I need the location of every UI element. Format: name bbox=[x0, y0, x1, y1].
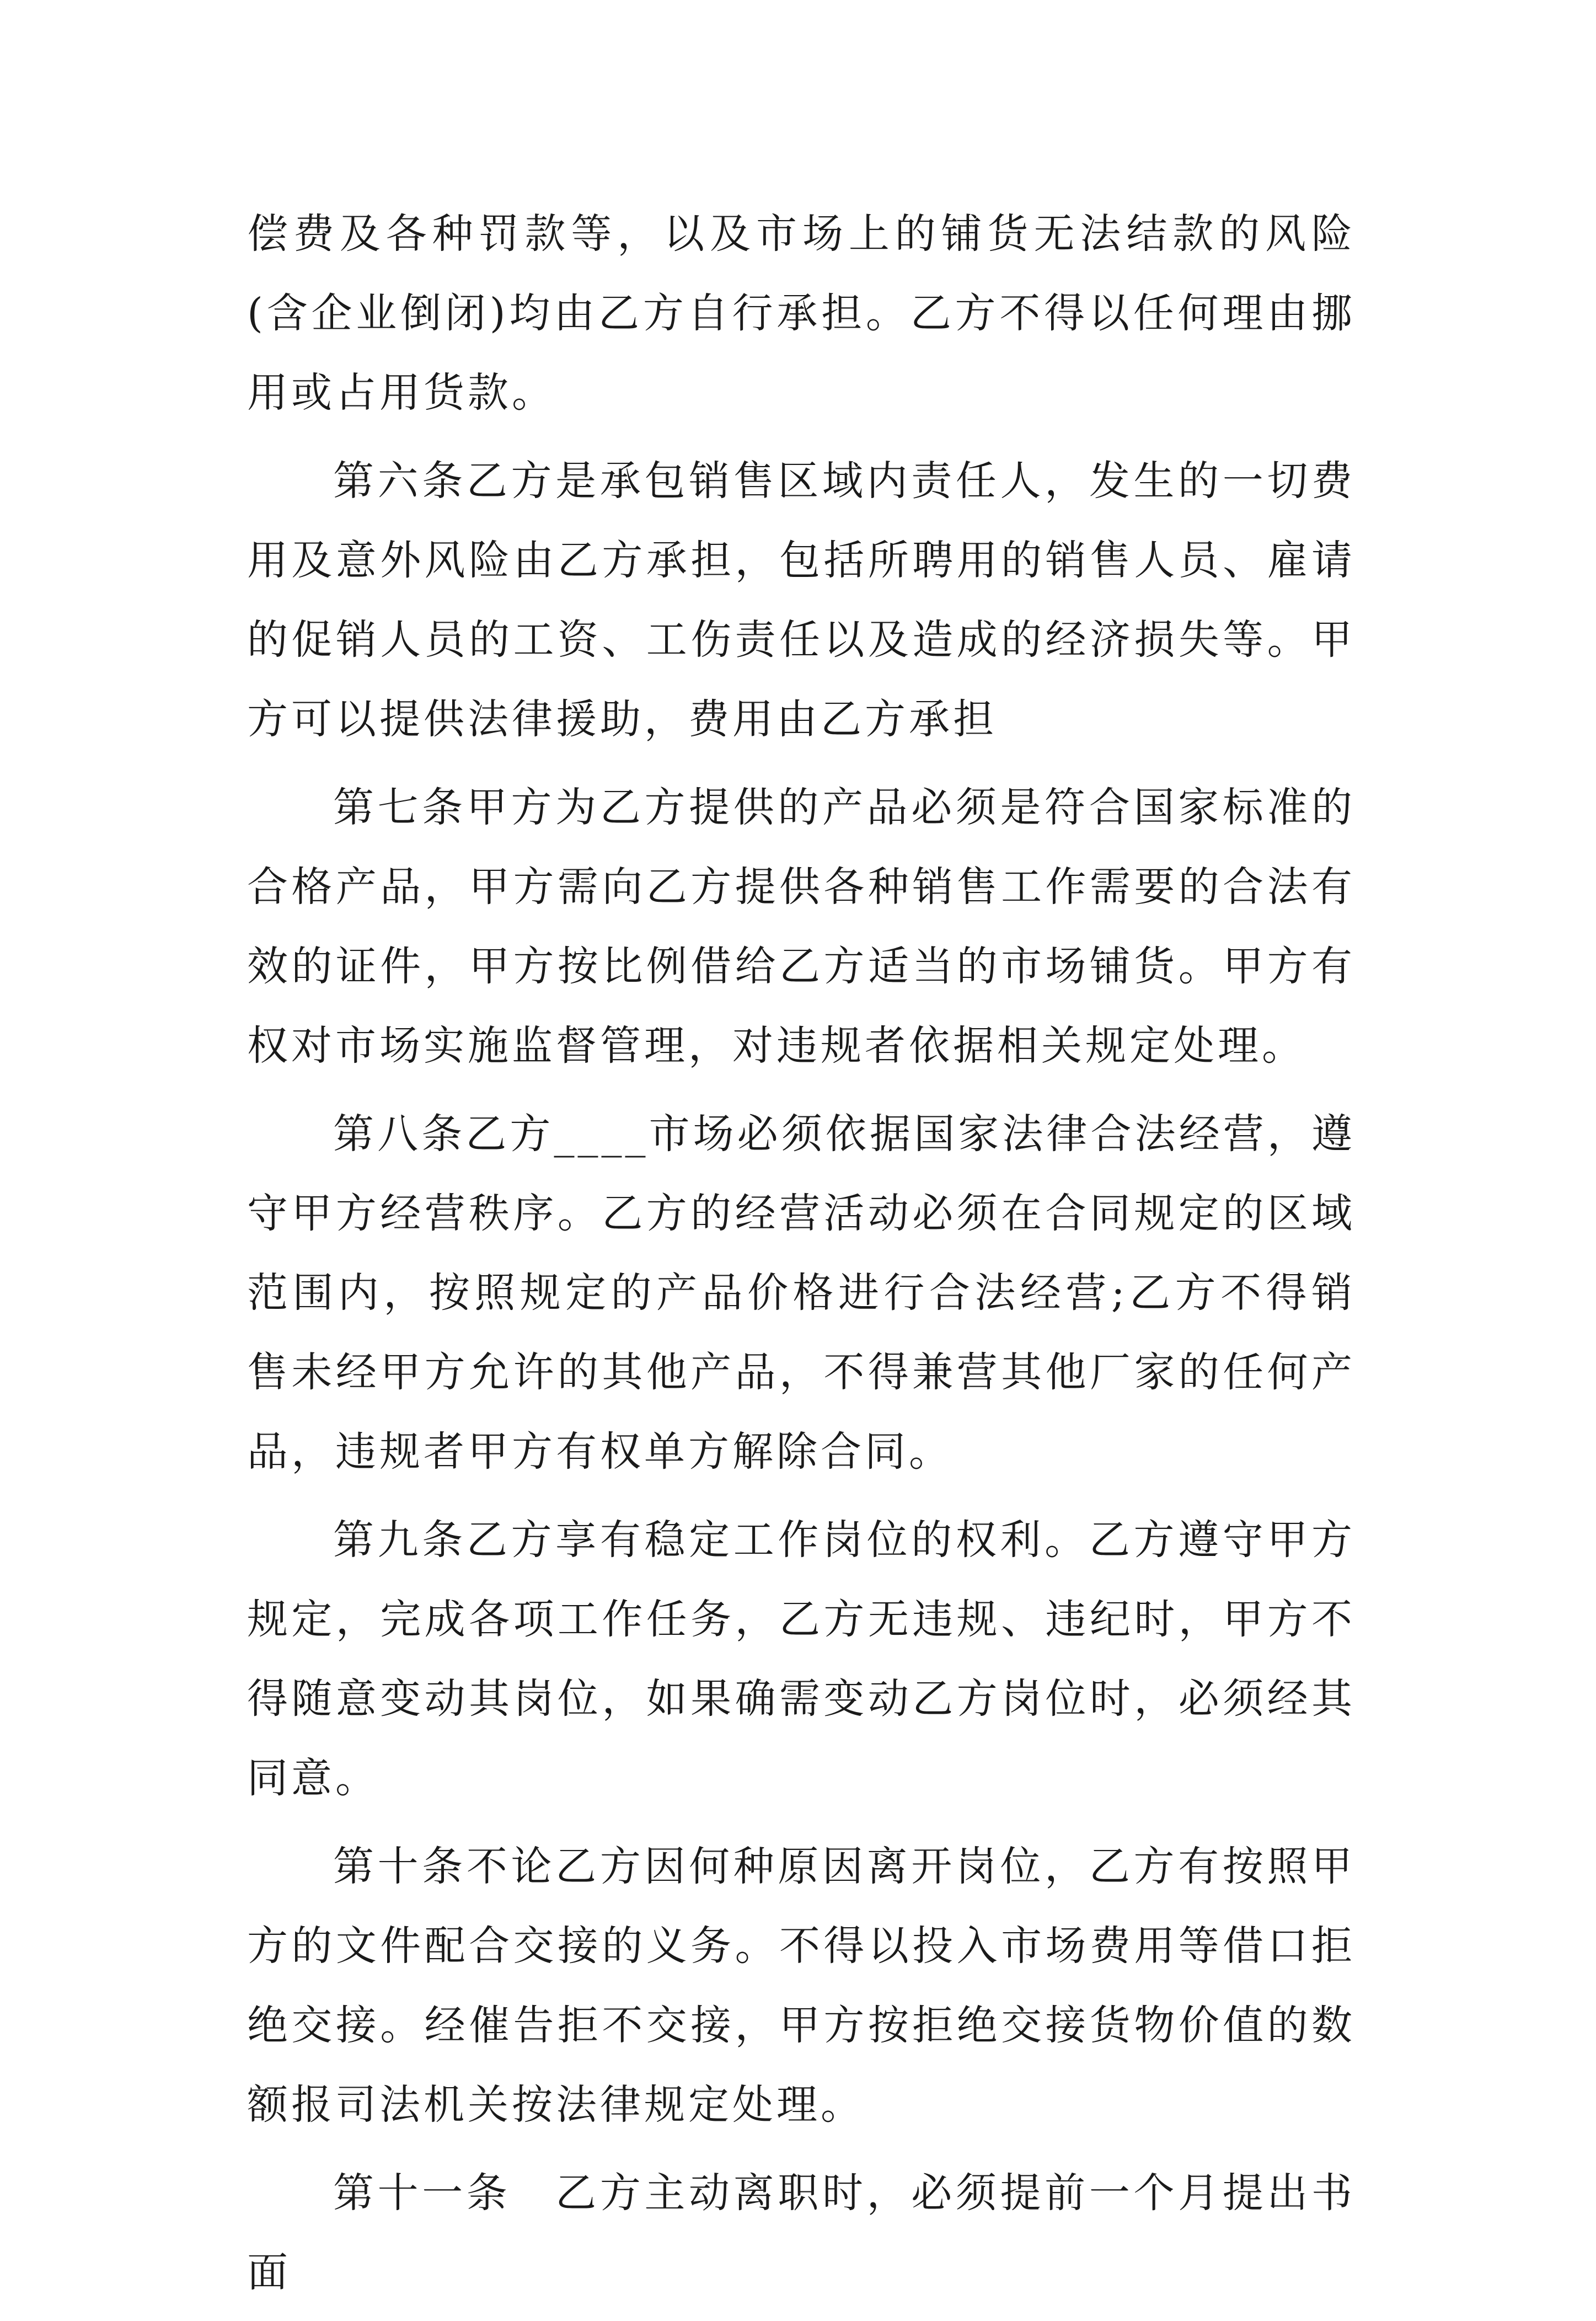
paragraph-article-9: 第九条乙方享有稳定工作岗位的权利。乙方遵守甲方规定，完成各项工作任务，乙方无违规、违纪时，甲方不得随意变动其岗位，如果确需变动乙方岗位时，必须经其同意。 bbox=[247, 1516, 1356, 1802]
paragraph-continuation: 偿费及各种罚款等，以及市场上的铺货无法结款的风险(含企业倒闭)均由乙方自行承担。乙方不得以任何理由挪用或占用货款。 bbox=[247, 210, 1356, 416]
paragraph-article-6: 第六条乙方是承包销售区域内责任人，发生的一切费用及意外风险由乙方承担，包括所聘用的销售人员、雇请的促销人员的工资、工伤责任以及造成的经济损失等。甲方可以提供法律援助，费用由乙方承担 bbox=[247, 457, 1356, 743]
paragraph-article-8: 第八条乙方____市场必须依据国家法律合法经营，遵守甲方经营秩序。乙方的经营活动必须在合同规定的区域范围内，按照规定的产品价格进行合法经营;乙方不得销售未经甲方允许的其他产品，不得兼营其他厂家的任何产品，违规者甲方有权单方解除合同。 bbox=[247, 1110, 1356, 1475]
paragraph-article-10: 第十条不论乙方因何种原因离开岗位，乙方有按照甲方的文件配合交接的义务。不得以投入市场费用等借口拒绝交接。经催告拒不交接，甲方按拒绝交接货物价值的数额报司法机关按法律规定处理。 bbox=[247, 1843, 1356, 2129]
contract-text bbox=[247, 194, 1356, 2321]
paragraph-article-11: 第十一条 乙方主动离职时，必须提前一个月提出书面 bbox=[247, 2169, 1356, 2296]
paragraph-article-7: 第七条甲方为乙方提供的产品必须是符合国家标准的合格产品，甲方需向乙方提供各种销售工作需要的合法有效的证件，甲方按比例借给乙方适当的市场铺货。甲方有权对市场实施监督管理，对违规者依据相关规定处理。 bbox=[247, 784, 1356, 1069]
